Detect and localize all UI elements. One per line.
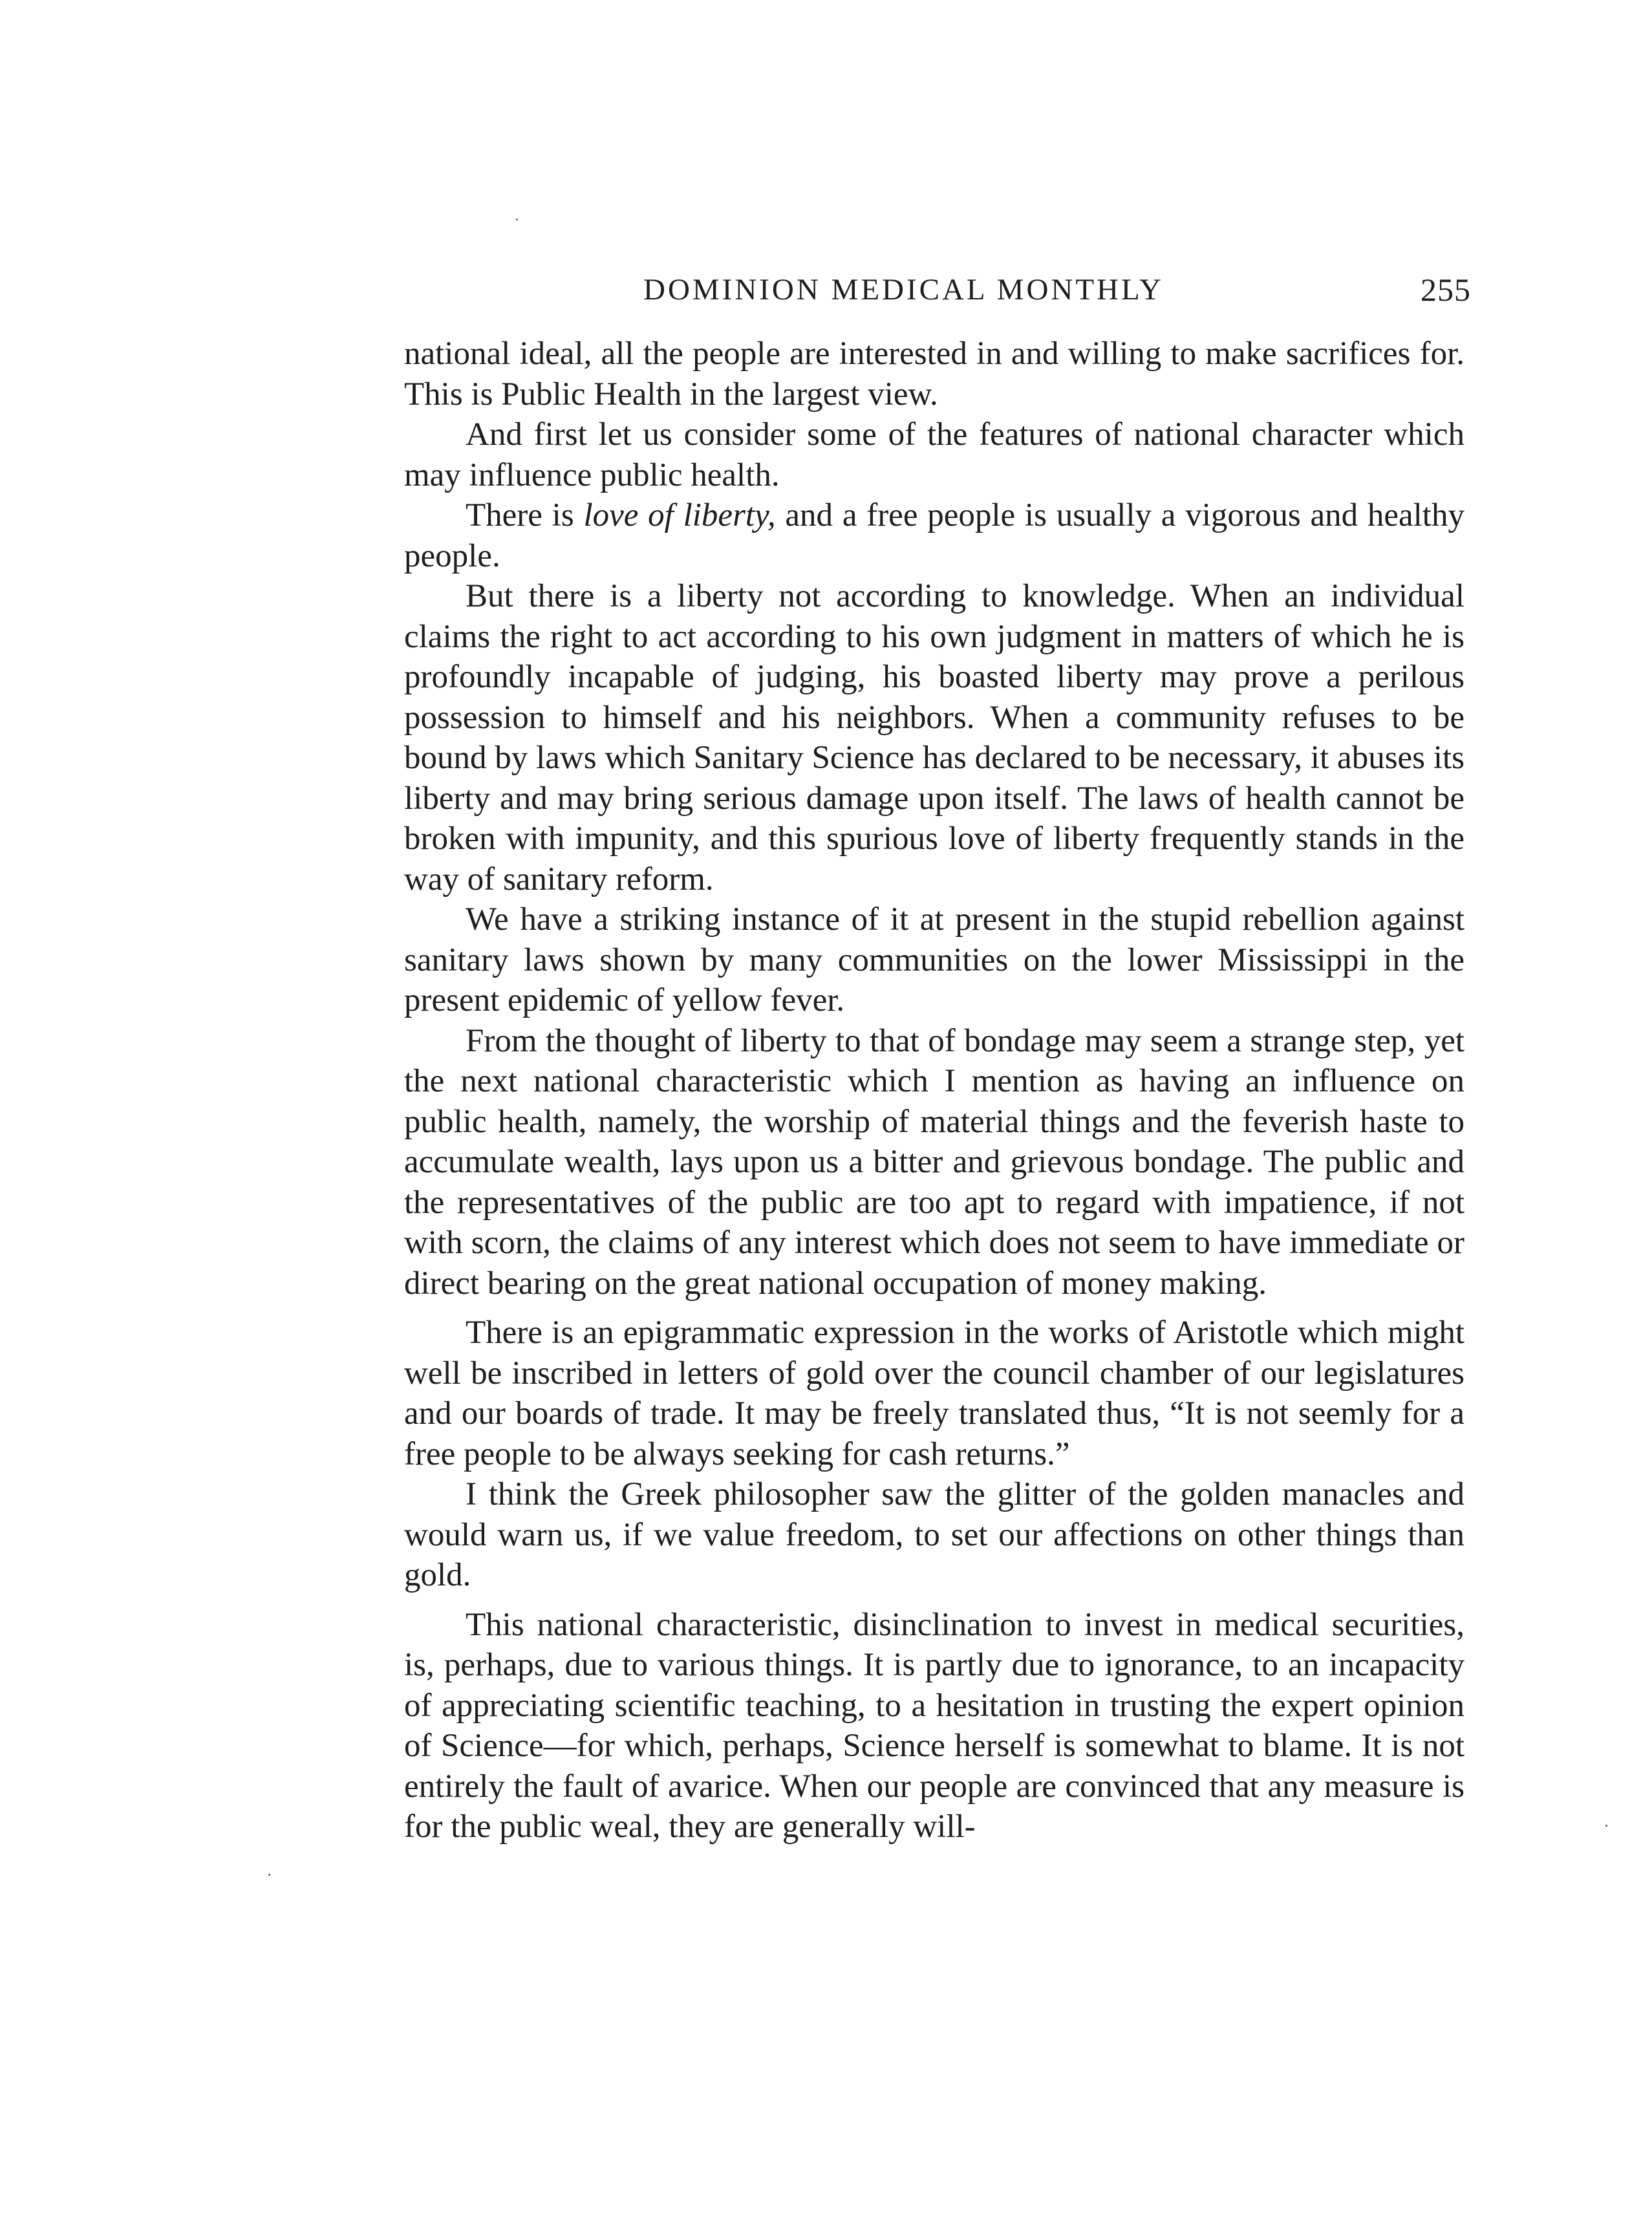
running-title: DOMINION MEDICAL MONTHLY xyxy=(643,273,1164,306)
paragraph: And first let us consider some of the features of national character which may influence public health. xyxy=(404,416,1464,493)
page-header xyxy=(404,270,1471,309)
paragraph xyxy=(404,495,1464,576)
paragraph-text: There is xyxy=(466,497,584,533)
article-body xyxy=(404,334,1464,1847)
paragraph: I think the Greek philosopher saw the glitter of the golden manacles and would warn us, if we value freedom, to set our affections on other things than gold. xyxy=(404,1476,1464,1593)
paragraph: From the thought of liberty to that of bondage may seem a strange step, yet the next national characteristic which I mention as having an influence on public health, namely, the worship of material things and the feverish haste to accumulate wealth, lays upon us a bitter and grievous bondage. The public and the representatives of the public are too apt to regard with impatience, if not with scorn, the claims of any interest which does not seem to have immediate or direct bearing on the great national occupation of money making. xyxy=(404,1022,1464,1302)
print-speck xyxy=(1605,1825,1607,1827)
paragraph: But there is a liberty not according to knowledge. When an individual claims the right to act according to his own judgment in matters of which he is profoundly incapable of judging, his boasted liberty may prove a perilous possession to himself and his neighbors. When a community refuses to be bound by laws which Sanitary Science has declared to be necessary, it abuses its liberty and may bring serious damage upon itself. The laws of health cannot be broken with impunity, and this spurious love of liberty frequently stands in the way of sanitary reform. xyxy=(404,578,1464,897)
print-speck xyxy=(268,1874,270,1876)
page-number: 255 xyxy=(1421,272,1471,308)
paragraph: We have a striking instance of it at present in the stupid rebellion against sanitary laws shown by many communities on the lower Mississippi in the present epidemic of yellow fever. xyxy=(404,901,1464,1018)
paragraph: This national characteristic, disinclination to invest in medical securities, is, perhaps, due to various things. It is partly due to ignorance, to an incapacity of appreciating scientific teaching, to a hesitation in trusting the expert opinion of Science—for which, perhaps, Science herself is somewhat to blame. It is not entirely the fault of avarice. When our people are convinced that any measure is for the public weal, they are generally will- xyxy=(404,1606,1464,1845)
paragraph: national ideal, all the people are interested in and willing to make sacrifices for. This is Public Health in the largest view. xyxy=(404,336,1464,413)
paragraph-text: and a free people is usually a vigorous and healthy people. xyxy=(404,497,1464,574)
print-speck xyxy=(516,219,518,220)
emphasized-phrase: love of liberty, xyxy=(583,497,776,533)
paragraph: There is an epigrammatic expression in the works of Aristotle which might well be inscribed in letters of gold over the council chamber of our legislatures and our boards of trade. It may be freely translated thus, “It is not seemly for a free people to be always seeking for cash returns.” xyxy=(404,1315,1464,1472)
